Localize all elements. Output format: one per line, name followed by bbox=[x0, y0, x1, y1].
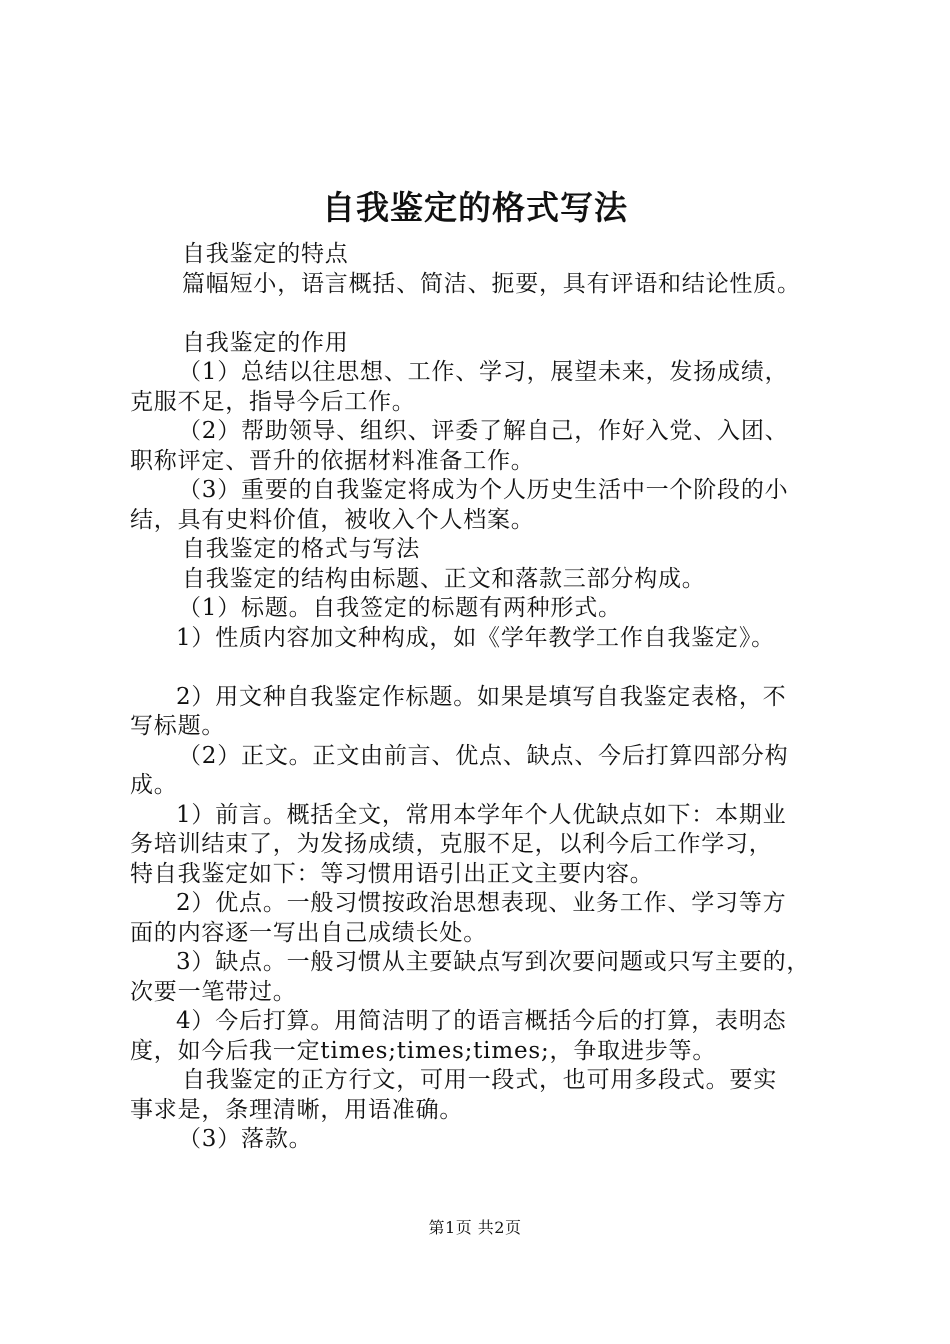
paragraph-line: 特自我鉴定如下：等习惯用语引出正文主要内容。 bbox=[130, 860, 654, 887]
paragraph-line: 1）性质内容加文种构成，如《学年教学工作自我鉴定》。 bbox=[176, 624, 775, 651]
document-title: 自我鉴定的格式写法 bbox=[322, 188, 628, 227]
paragraph-line: 面的内容逐一写出自己成绩长处。 bbox=[130, 919, 487, 946]
paragraph-line: 度，如今后我一定times;times;times;，争取进步等。 bbox=[130, 1037, 717, 1064]
document-body bbox=[130, 240, 860, 1155]
paragraph-line: 写标题。 bbox=[130, 713, 226, 739]
paragraph-line: 1）前言。概括全文，常用本学年个人优缺点如下：本期业 bbox=[176, 801, 787, 828]
paragraph-line: 事求是，条理清晰，用语准确。 bbox=[130, 1096, 464, 1123]
paragraph-line: （2）正文。正文由前言、优点、缺点、今后打算四部分构 bbox=[178, 742, 789, 769]
paragraph-line: 职称评定、晋升的依据材料准备工作。 bbox=[130, 447, 535, 474]
blank-line bbox=[130, 653, 860, 683]
section-heading-functions: 自我鉴定的作用 bbox=[182, 329, 349, 356]
paragraph-line: （3）落款。 bbox=[178, 1126, 313, 1152]
section-heading-format: 自我鉴定的格式与写法 bbox=[182, 536, 420, 562]
blank-line bbox=[130, 299, 860, 329]
paragraph-line: 克服不足，指导今后工作。 bbox=[130, 388, 416, 415]
page-number-footer: 第1页 共2页 bbox=[428, 1218, 522, 1237]
paragraph-line: 成。 bbox=[130, 772, 178, 798]
paragraph-line: （3）重要的自我鉴定将成为个人历史生活中一个阶段的小 bbox=[178, 477, 789, 503]
paragraph-line: 务培训结束了，为发扬成绩，克服不足，以利今后工作学习， bbox=[130, 831, 773, 857]
paragraph-line: 2）优点。一般习惯按政治思想表现、业务工作、学习等方 bbox=[176, 890, 787, 916]
paragraph-line: 2）用文种自我鉴定作标题。如果是填写自我鉴定表格，不 bbox=[176, 683, 787, 710]
paragraph-line: 自我鉴定的结构由标题、正文和落款三部分构成。 bbox=[182, 565, 706, 592]
paragraph-line: 结，具有史料价值，被收入个人档案。 bbox=[130, 506, 535, 533]
paragraph-line: 4）今后打算。用简洁明了的语言概括今后的打算，表明态 bbox=[176, 1008, 787, 1034]
paragraph-line: （2）帮助领导、组织、评委了解自己，作好入党、入团、 bbox=[178, 418, 789, 444]
paragraph-line: 次要一笔带过。 bbox=[130, 978, 297, 1005]
paragraph-line: （1）标题。自我签定的标题有两种形式。 bbox=[178, 595, 622, 621]
paragraph-line: 自我鉴定的正方行文，可用一段式，也可用多段式。要实 bbox=[182, 1067, 777, 1093]
paragraph-line: 篇幅短小，语言概括、简洁、扼要，具有评语和结论性质。 bbox=[182, 270, 801, 297]
paragraph-line: （1）总结以往思想、工作、学习，展望未来，发扬成绩， bbox=[178, 359, 789, 385]
paragraph-line: 3）缺点。一般习惯从主要缺点写到次要问题或只写主要的， bbox=[176, 949, 811, 975]
section-heading-features: 自我鉴定的特点 bbox=[182, 241, 349, 267]
